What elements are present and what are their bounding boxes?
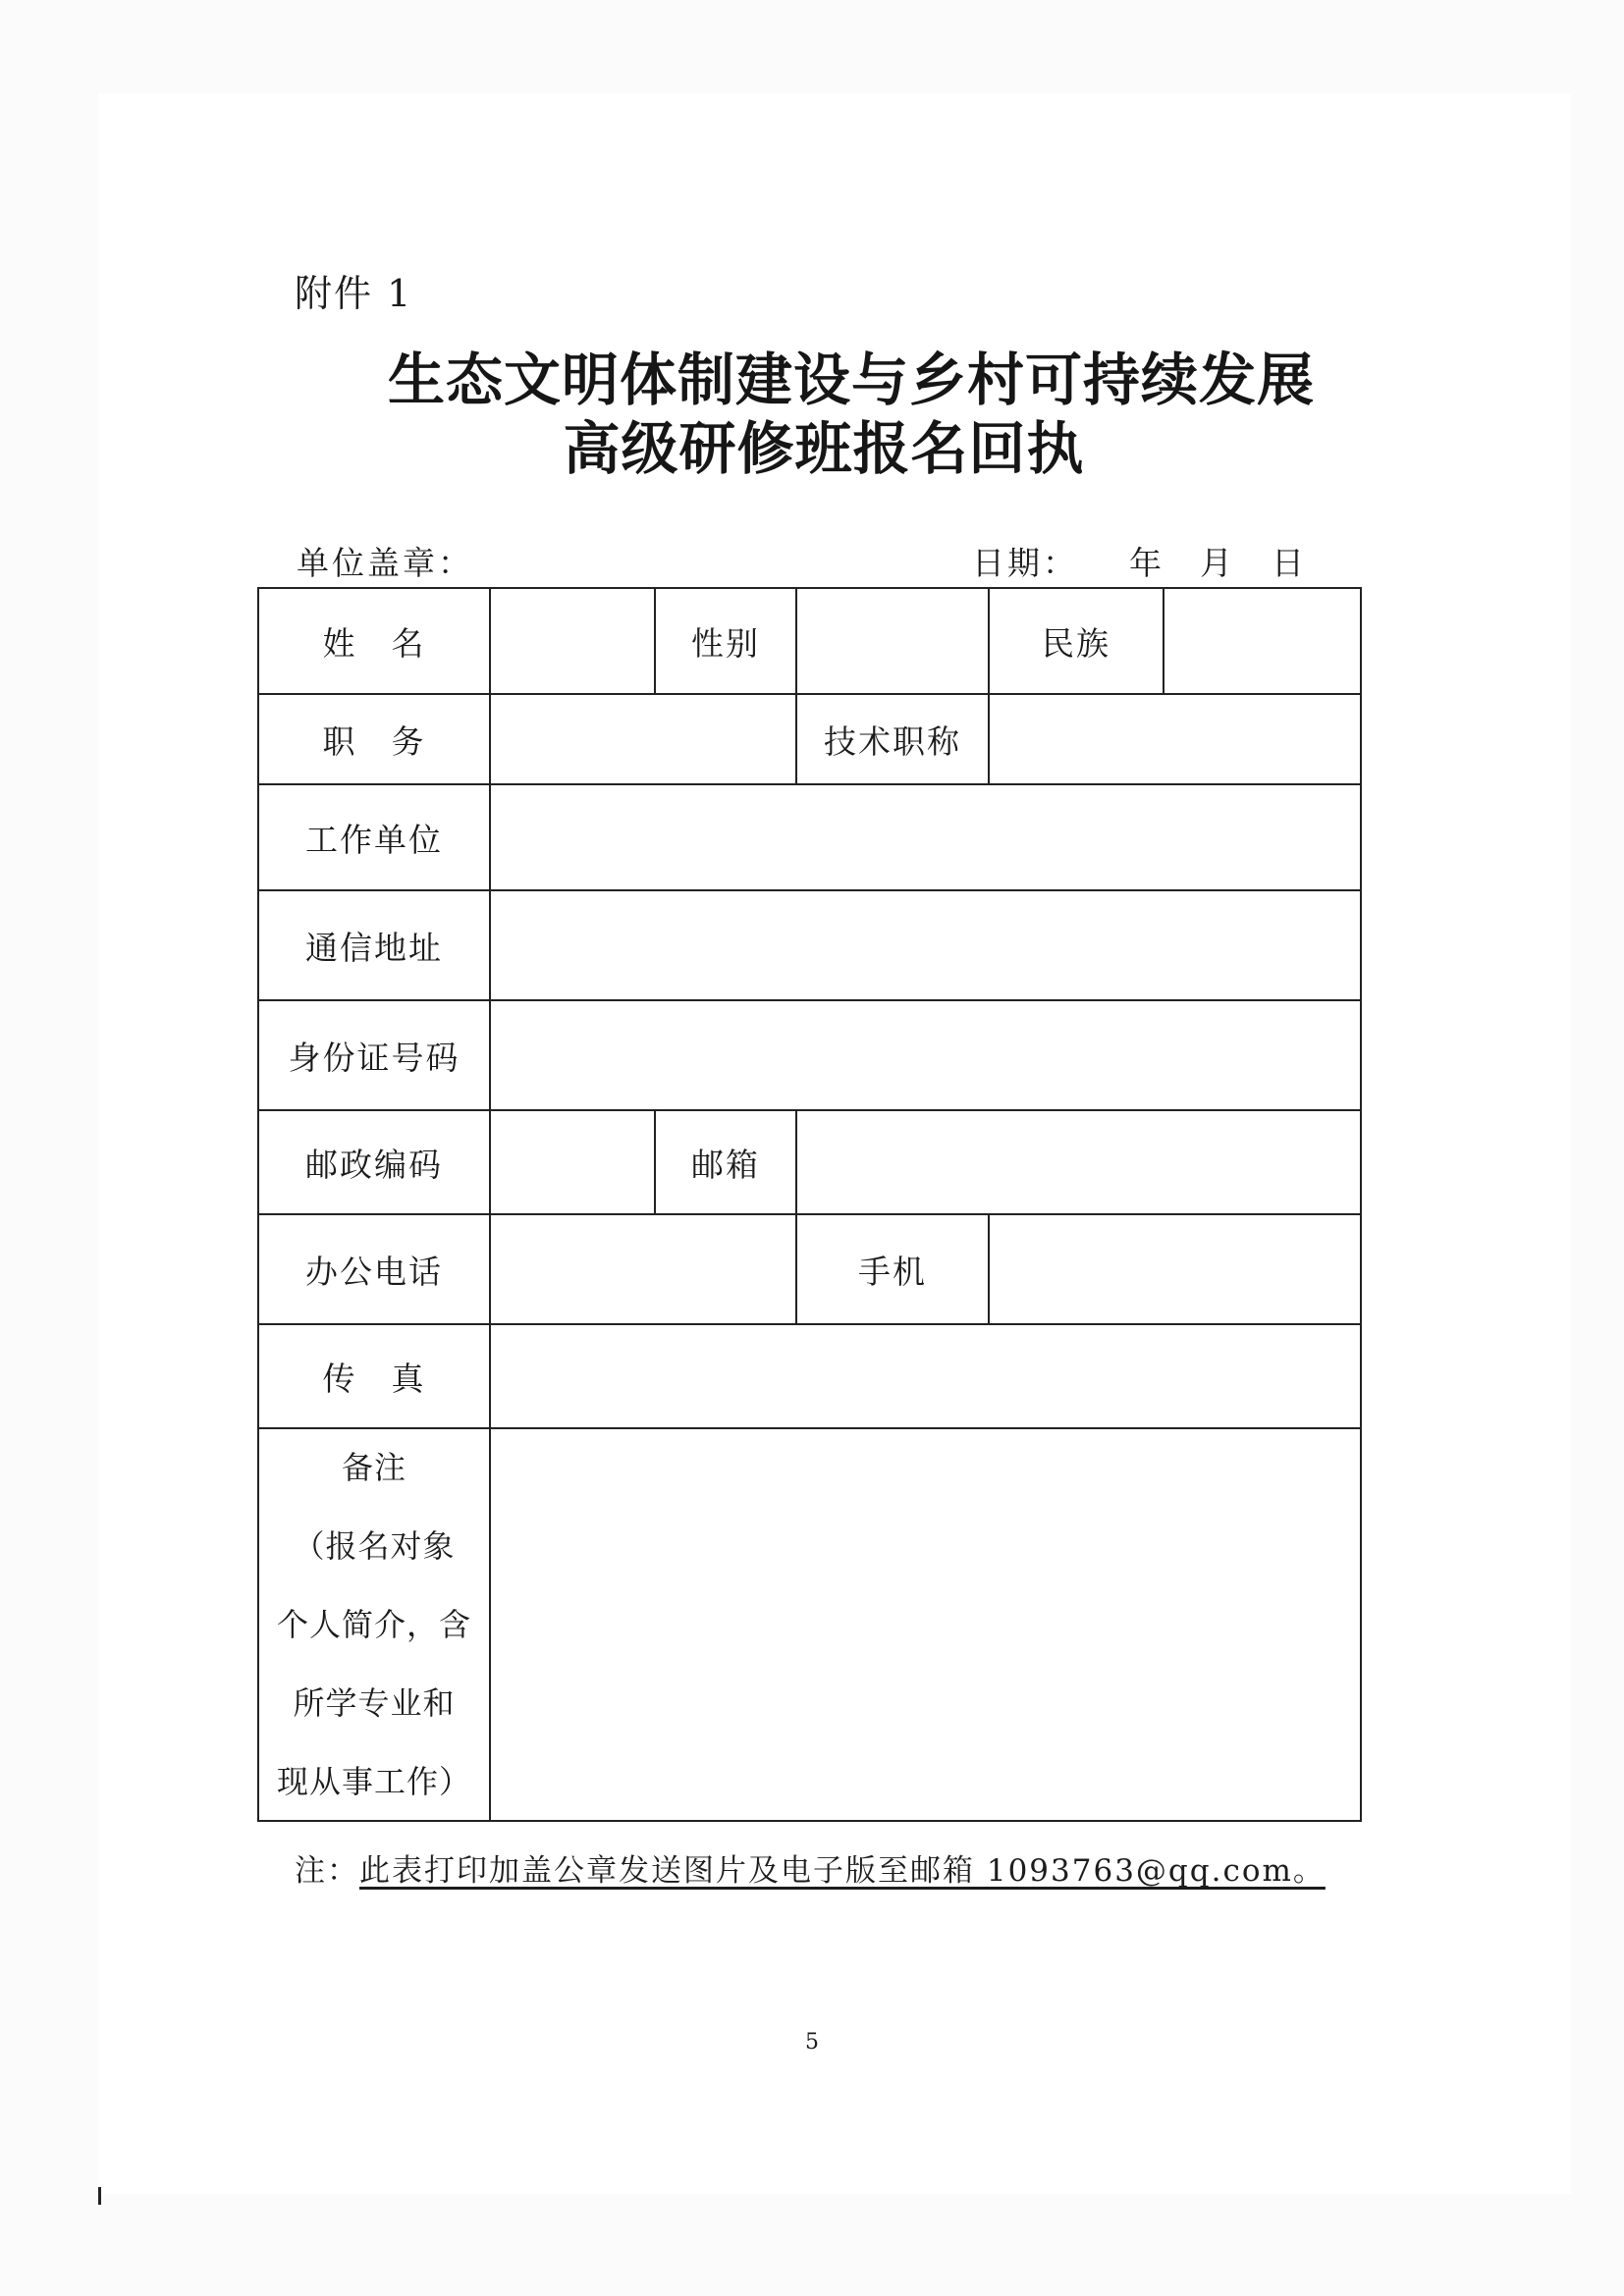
- year-label: 年: [1129, 544, 1164, 582]
- remarks-label-line: 个人简介，含: [276, 1606, 471, 1643]
- mobile-field[interactable]: [990, 1215, 1360, 1325]
- document-title-line2: 高级研修班报名回执: [563, 415, 1085, 482]
- date-label: 日期：: [972, 544, 1078, 582]
- technical-title-label: 技术职称: [797, 695, 990, 785]
- fax-field[interactable]: [491, 1325, 1360, 1429]
- remarks-label-line: 备注: [341, 1449, 406, 1486]
- day-label: 日: [1272, 544, 1307, 582]
- postcode-field[interactable]: [491, 1111, 656, 1215]
- attachment-label: 附件 1: [295, 272, 413, 315]
- position-field[interactable]: [491, 695, 797, 785]
- page-number: 5: [805, 2030, 819, 2055]
- gender-field[interactable]: [797, 589, 990, 695]
- mailing-address-label: 通信地址: [259, 891, 491, 1001]
- position-label: 职 务: [259, 695, 491, 785]
- note-prefix: 注：: [295, 1853, 359, 1889]
- remarks-label-line: 所学专业和: [293, 1684, 456, 1722]
- id-number-field[interactable]: [491, 1001, 1360, 1111]
- employer-field[interactable]: [491, 785, 1360, 891]
- remarks-label: [259, 1429, 491, 1820]
- name-label: 姓 名: [259, 589, 491, 695]
- submission-note: [295, 1845, 1326, 1890]
- mailing-address-field[interactable]: [491, 891, 1360, 1001]
- employer-label: 工作单位: [259, 785, 491, 891]
- unit-seal-label: 单位盖章：: [297, 544, 473, 582]
- month-label: 月: [1200, 544, 1235, 582]
- technical-title-field[interactable]: [990, 695, 1360, 785]
- note-text: 此表打印加盖公章发送图片及电子版至邮箱 1093763@qq.com。: [359, 1853, 1326, 1889]
- mobile-label: 手机: [797, 1215, 990, 1325]
- ethnicity-field[interactable]: [1164, 589, 1360, 695]
- remarks-field[interactable]: [491, 1429, 1360, 1820]
- scan-edge-mark: [98, 2187, 101, 2205]
- office-phone-field[interactable]: [491, 1215, 797, 1325]
- name-field[interactable]: [491, 589, 656, 695]
- id-number-label: 身份证号码: [259, 1001, 491, 1111]
- fax-label: 传 真: [259, 1325, 491, 1429]
- registration-form-table: [257, 587, 1362, 1822]
- ethnicity-label: 民族: [990, 589, 1164, 695]
- email-field[interactable]: [797, 1111, 1360, 1215]
- gender-label: 性别: [656, 589, 797, 695]
- document-title-line1: 生态文明体制建设与乡村可持续发展: [387, 347, 1315, 413]
- remarks-label-line: 现从事工作）: [276, 1763, 471, 1800]
- email-label: 邮箱: [656, 1111, 797, 1215]
- postcode-label: 邮政编码: [259, 1111, 491, 1215]
- office-phone-label: 办公电话: [259, 1215, 491, 1325]
- remarks-label-line: （报名对象: [293, 1527, 456, 1565]
